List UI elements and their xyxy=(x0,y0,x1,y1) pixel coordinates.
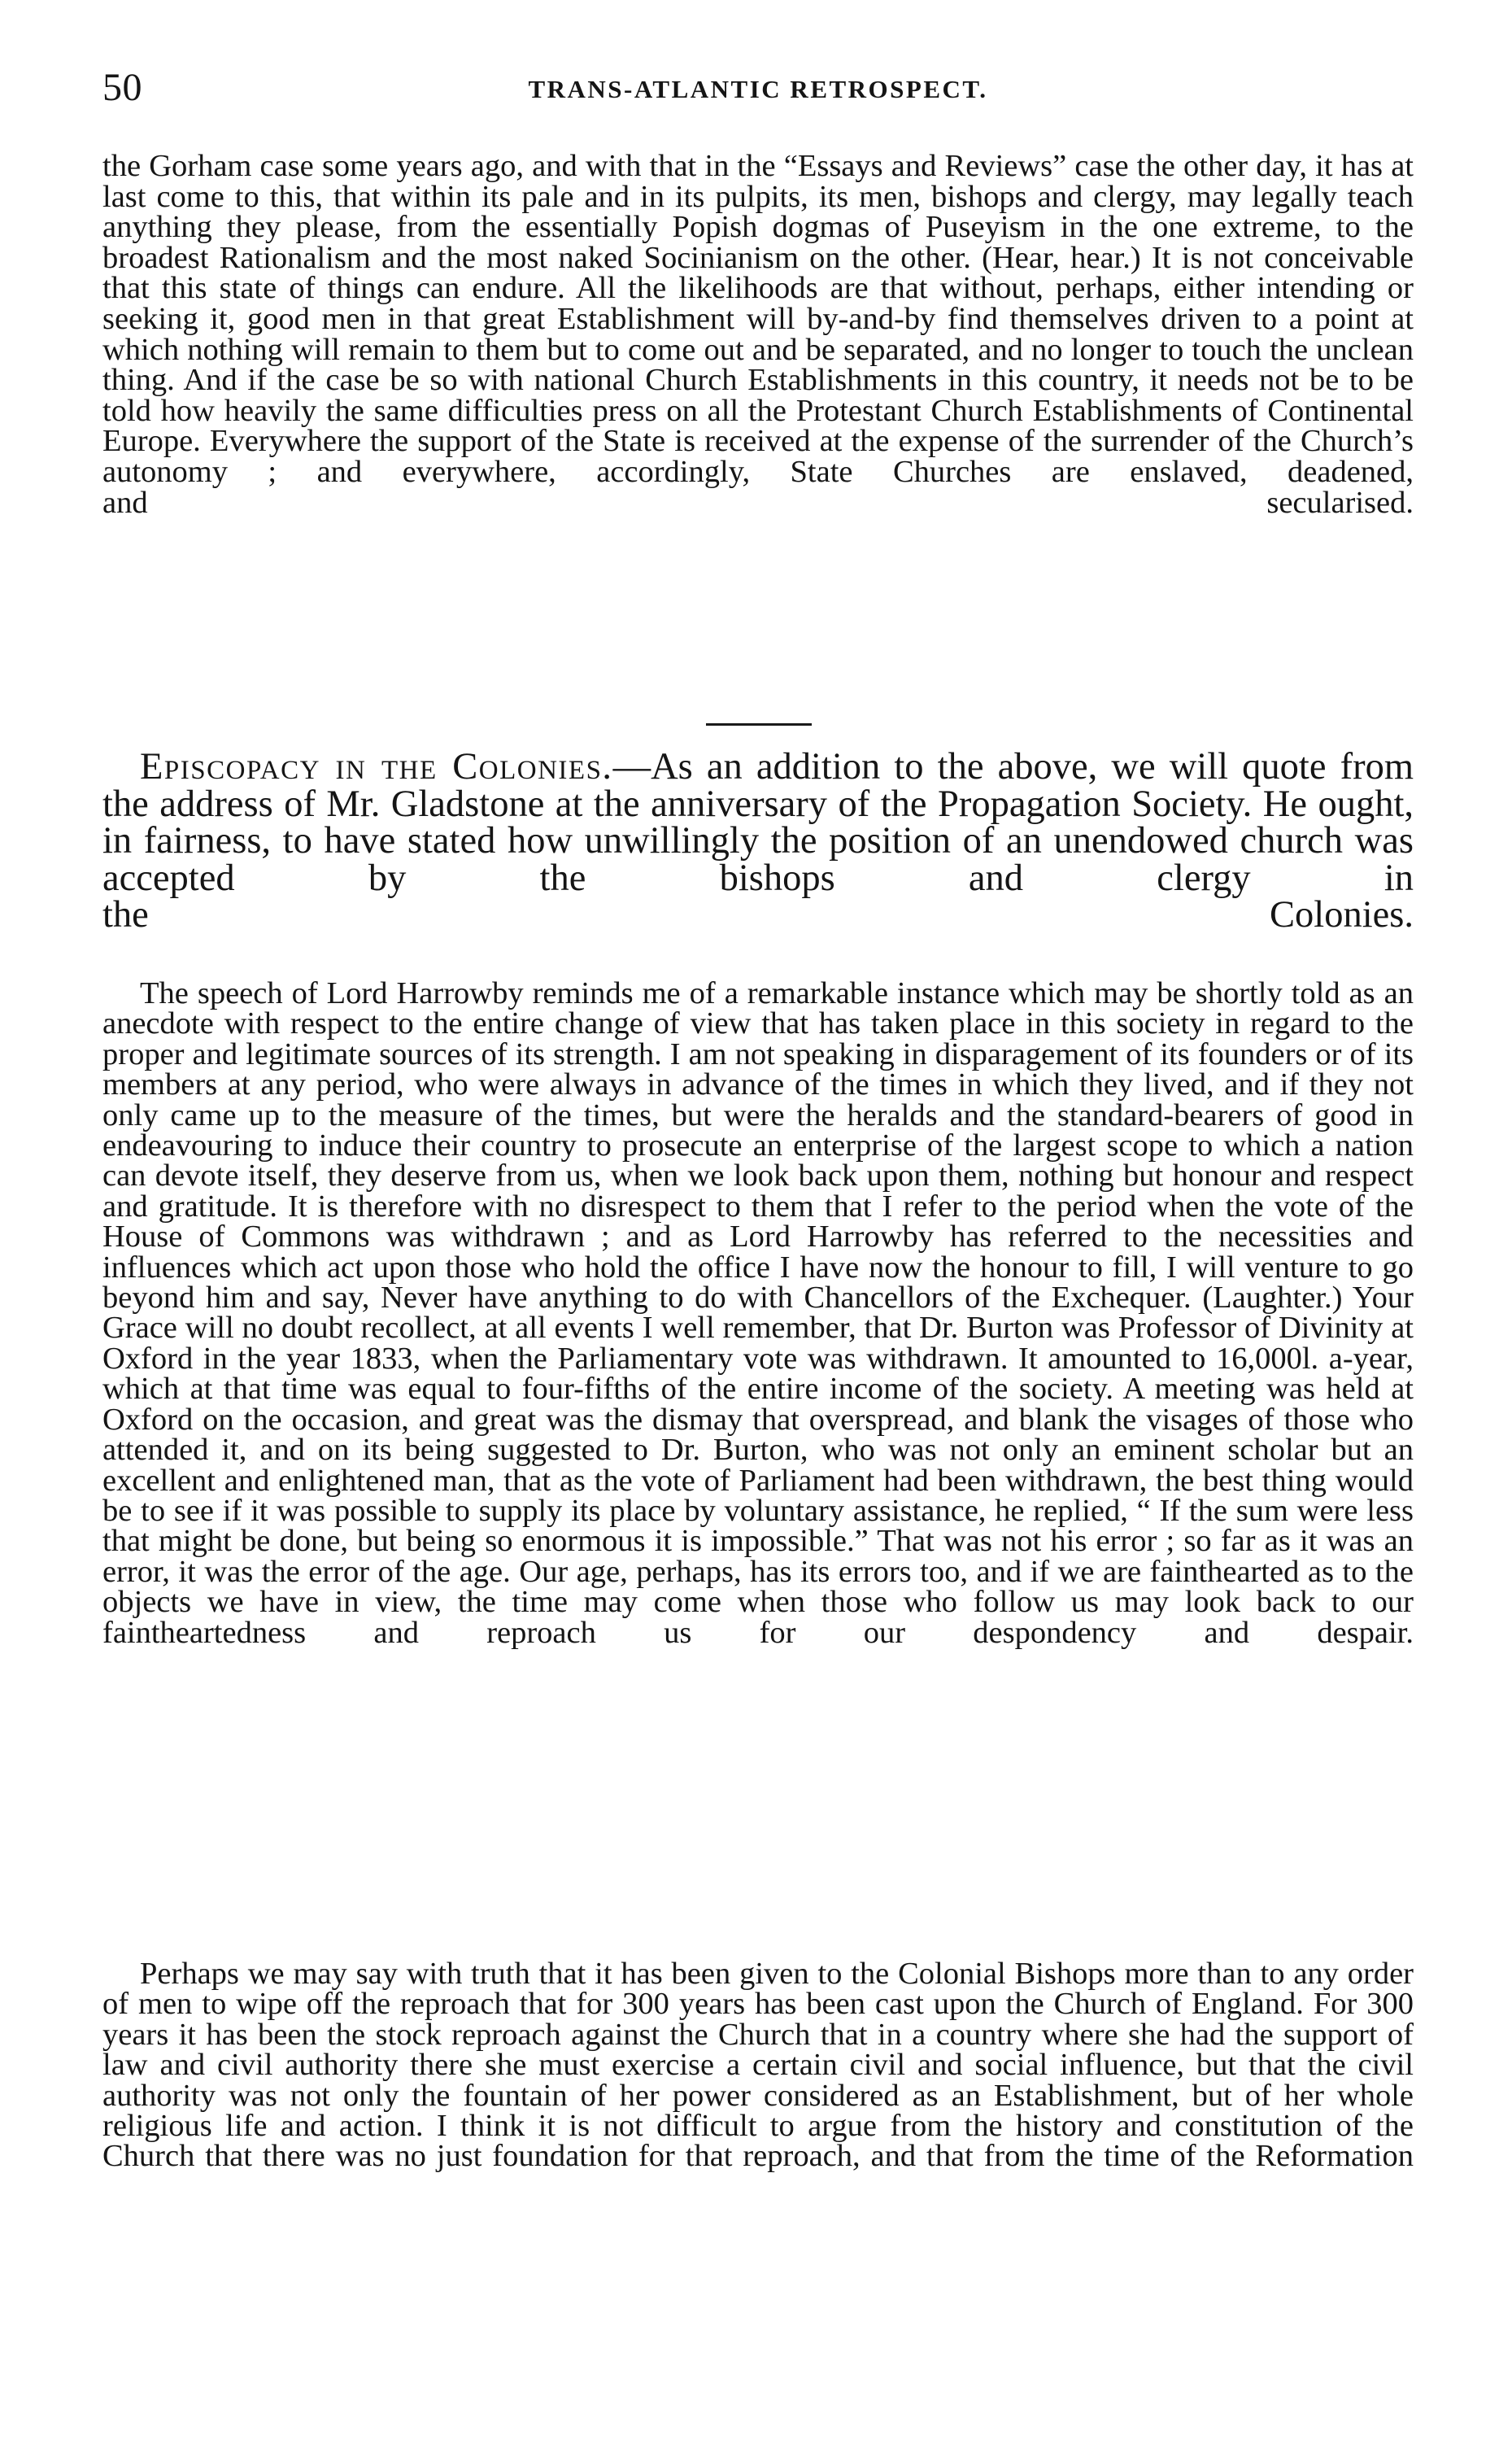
running-title: TRANS-ATLANTIC RETROSPECT. xyxy=(528,75,988,103)
episcopacy-last-line: the Colonies. xyxy=(102,894,1414,936)
page-header xyxy=(91,63,1425,112)
bishops-text: Perhaps we may say with truth that it has been given to the Colonial Bishops more than to any order of men to wipe off the reproach that for 300 years has been cast upon the Church of England. For 300 years it has been the stock reproach against the Church that in a country where she had the support of law and civil authority there she must exercise a certain civil and social influence, but that the civil authority was not only the fountain of her power considered as an Establishment, but of her whole religious life and action. I think it is not difficult to argue from the history and constitution of the Church that there was no just foundation for that reproach, and that from the time of the Reformation xyxy=(102,1957,1414,2174)
speech-paragraph xyxy=(102,976,1414,1650)
section-heading: Episcopacy in the Colonies. xyxy=(140,746,613,788)
continuation-text: the Gorham case some years ago, and with that in the “Essays and Reviews” case the other day, it has at last come to this, that within its pale and in its pulpits, its men, bishops and clergy, may legally teach anything they please, from the essentially Popish dogmas of Puseyism in the one extreme, to the broadest Rationalism and the most naked Socinianism on the other. (Hear, hear.) It is not conceivable that this state of things can endure. All the likelihoods are that without, perhaps, either intending or seeking it, good men in that great Establishment will by-and-by find themselves driven to a point at which nothing will remain to them but to come out and be separated, and no longer to touch the unclean thing. And if the case be so with national Church Establishments in this country, it needs not be to be told how heavily the same difficulties press on all the Protestant Church Establishments of Continental Europe. Everywhere the support of the State is received at the expense of the surrender of the Church’s autonomy ; and everywhere, accordingly, State Churches are enslaved, deadened, xyxy=(102,149,1414,489)
continuation-paragraph xyxy=(102,151,1414,518)
episcopacy-paragraph xyxy=(102,748,1414,934)
bishops-paragraph xyxy=(102,1959,1414,2172)
continuation-last-line: and secularised. xyxy=(102,485,1414,520)
section-divider xyxy=(706,723,812,726)
speech-last-line: faintheartedness and reproach us for our despondency and despair. xyxy=(102,1615,1414,1650)
page-number: 50 xyxy=(102,66,142,109)
episcopacy-text xyxy=(102,748,1414,897)
episcopacy-body: —As an addition to the above, we will quote from the address of Mr. Gladstone at the anniversary of the Propagation Society. He ought, in fairness, to have stated how unwillingly the position of an unendowed church was accepted by the bishops and clergy in xyxy=(102,746,1414,899)
speech-text: The speech of Lord Harrowby reminds me of a remarkable instance which may be shortly told as an anecdote with respect to the entire change of view that has taken place in this society in regard to the proper and legitimate sources of its strength. I am not speaking in disparagement of its founders or of its members at any period, who were always in advance of the times in which they lived, and if they not only came up to the measure of the times, but were the heralds and the standard-bearers of good in endeavouring to induce their country to prosecute an enterprise of the largest scope to which a nation can devote itself, they deserve from us, when we look back upon them, nothing but honour and respect and gratitude. It is therefore with no disrespect to them that I refer to the period when the vote of the House of Commons was withdrawn ; and as Lord Harrowby has referred to the necessities and influences which act upon those who hold the office I have now the honour to fill, I will venture to go beyond him and say, Never have anything to do with Chancellors of the Exchequer. (Laughter.) Your Grace will no doubt recollect, at all events I well remember, that Dr. Burton was Professor of Divinity at Oxford in the year 1833, when the Parliamentary vote was withdrawn. It amounted to 16,000l. a-year, which at that time was equal to four-fifths of the entire income of the society. A meeting was held at Oxford on the occasion, and great was the dismay that overspread, and blank the visages of those who attended it, and on its being suggested to Dr. Burton, who was not only an eminent scholar but an excellent and enlightened man, that as the vote of Parliament had been withdrawn, the best thing would be to see if it was possible to supply its place by voluntary assistance, he replied, “ If the sum were less that might be done, but being so enormous it is impossible.” That was not his error ; so far as it was an error, it was the error of the age. Our age, perhaps, has its errors too, and if we are fainthearted as to the objects we have in view, the time may come when those who follow us may look back to our xyxy=(102,976,1414,1620)
